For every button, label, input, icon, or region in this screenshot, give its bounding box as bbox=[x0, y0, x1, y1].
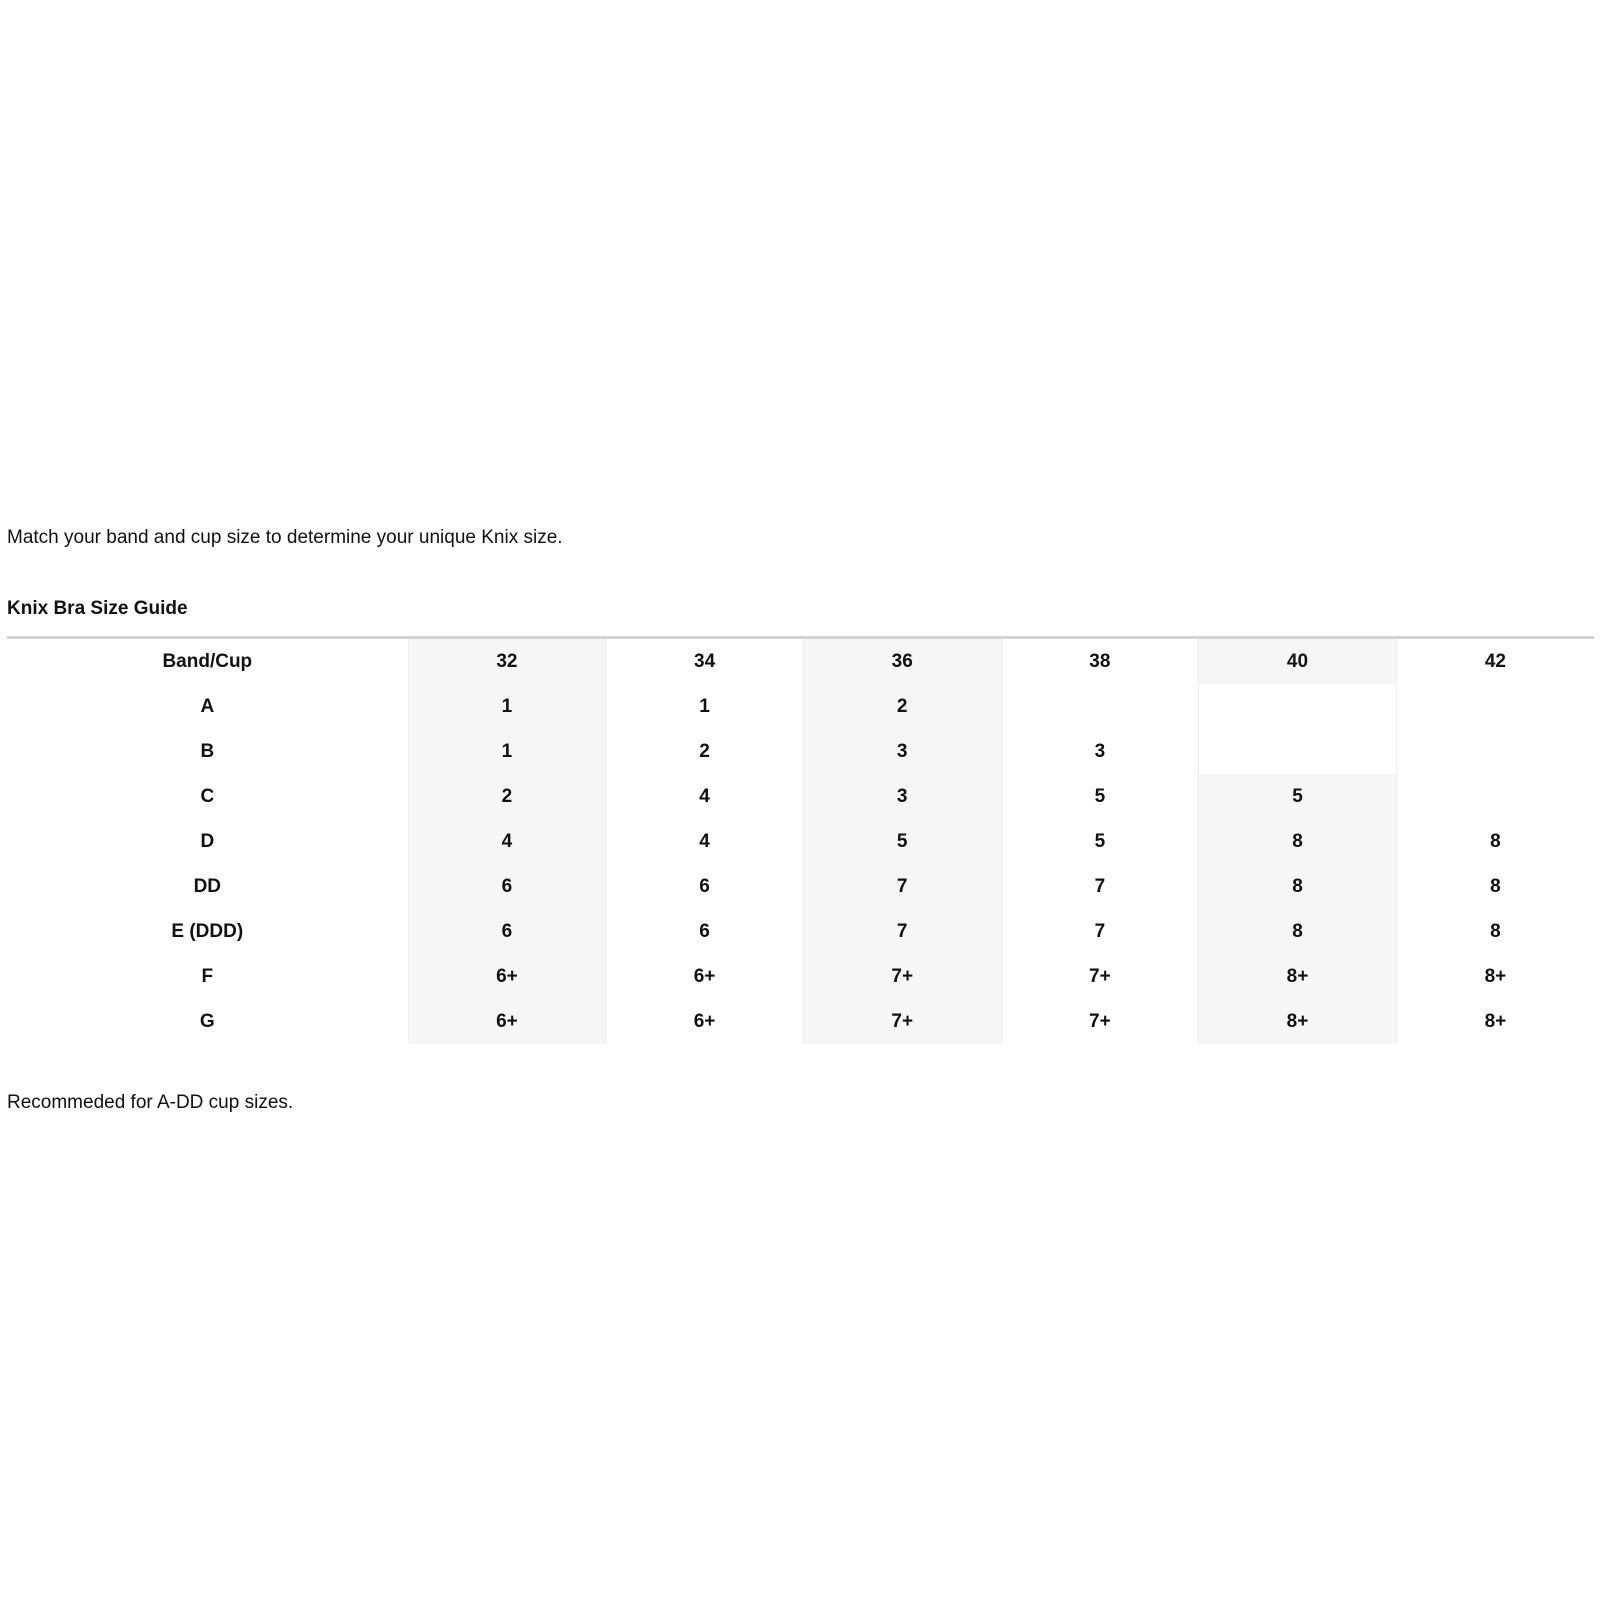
cup-label: C bbox=[7, 774, 408, 819]
size-cell: 5 bbox=[1001, 774, 1199, 819]
size-cell bbox=[1396, 729, 1594, 774]
size-cell: 6 bbox=[606, 864, 804, 909]
size-cell: 4 bbox=[408, 819, 606, 864]
size-cell: 7+ bbox=[1001, 999, 1199, 1044]
size-cell: 8+ bbox=[1199, 999, 1397, 1044]
size-cell: 7 bbox=[1001, 909, 1199, 954]
cup-label: F bbox=[7, 954, 408, 999]
size-cell: 6+ bbox=[408, 999, 606, 1044]
cup-label: DD bbox=[7, 864, 408, 909]
size-cell: 8 bbox=[1199, 909, 1397, 954]
size-cell: 8+ bbox=[1484, 1010, 1507, 1032]
size-cell: 4 bbox=[606, 774, 804, 819]
table-row bbox=[7, 684, 1594, 729]
size-cell: 8 bbox=[1490, 875, 1501, 897]
size-cell bbox=[1001, 684, 1199, 729]
table-row bbox=[7, 819, 1594, 864]
size-guide-table bbox=[7, 636, 1594, 1044]
size-cell: 6 bbox=[606, 909, 804, 954]
size-cell: 1 bbox=[606, 684, 804, 729]
table-header-row bbox=[7, 638, 1594, 685]
size-cell: 6+ bbox=[606, 954, 804, 999]
band-header-32: 32 bbox=[408, 638, 606, 685]
band-header-38: 38 bbox=[1001, 638, 1199, 685]
size-cell: 7+ bbox=[1001, 954, 1199, 999]
size-cell: 6+ bbox=[606, 999, 804, 1044]
size-cell: 7 bbox=[1001, 864, 1199, 909]
size-cell bbox=[1396, 774, 1594, 819]
band-header-34: 34 bbox=[606, 638, 804, 685]
table-row bbox=[7, 774, 1594, 819]
table-row bbox=[7, 954, 1594, 999]
band-header-36: 36 bbox=[803, 638, 1001, 685]
size-cell: 2 bbox=[408, 774, 606, 819]
table-title: Knix Bra Size Guide bbox=[7, 598, 188, 619]
size-cell bbox=[1199, 684, 1397, 729]
size-cell: 1 bbox=[408, 684, 606, 729]
cup-label: B bbox=[7, 729, 408, 774]
size-cell: 7+ bbox=[803, 954, 1001, 999]
size-cell: 6+ bbox=[408, 954, 606, 999]
size-cell: 8 bbox=[1199, 864, 1397, 909]
size-cell: 8 bbox=[1199, 819, 1397, 864]
table-row bbox=[7, 864, 1594, 909]
size-cell: 5 bbox=[1001, 819, 1199, 864]
cup-label: A bbox=[7, 684, 408, 729]
size-cell: 6 bbox=[408, 864, 606, 909]
size-cell: 7 bbox=[803, 909, 1001, 954]
size-cell: 3 bbox=[1001, 729, 1199, 774]
size-cell: 7 bbox=[803, 864, 1001, 909]
cup-label: D bbox=[7, 819, 408, 864]
cup-label: E (DDD) bbox=[7, 909, 408, 954]
size-cell: 1 bbox=[408, 729, 606, 774]
band-header-40: 40 bbox=[1199, 638, 1397, 685]
table-row bbox=[7, 909, 1594, 954]
size-cell bbox=[1199, 729, 1397, 774]
size-cell bbox=[1396, 684, 1594, 729]
band-header-42: 42 bbox=[1484, 650, 1506, 672]
table-row bbox=[7, 999, 1594, 1044]
size-cell: 4 bbox=[606, 819, 804, 864]
size-cell: 3 bbox=[803, 729, 1001, 774]
corner-header: Band/Cup bbox=[7, 638, 408, 685]
size-cell: 2 bbox=[803, 684, 1001, 729]
table-row bbox=[7, 729, 1594, 774]
size-cell: 3 bbox=[803, 774, 1001, 819]
footnote-text: Recommeded for A-DD cup sizes. bbox=[7, 1092, 294, 1113]
size-cell: 6 bbox=[408, 909, 606, 954]
size-cell: 5 bbox=[803, 819, 1001, 864]
cup-label: G bbox=[7, 999, 408, 1044]
size-cell: 8+ bbox=[1484, 965, 1507, 987]
size-cell: 8 bbox=[1490, 920, 1501, 942]
size-cell: 8 bbox=[1490, 830, 1501, 852]
size-cell: 2 bbox=[606, 729, 804, 774]
intro-text: Match your band and cup size to determine your unique Knix size. bbox=[7, 527, 563, 548]
size-cell: 8+ bbox=[1199, 954, 1397, 999]
size-cell: 5 bbox=[1199, 774, 1397, 819]
size-cell: 7+ bbox=[803, 999, 1001, 1044]
